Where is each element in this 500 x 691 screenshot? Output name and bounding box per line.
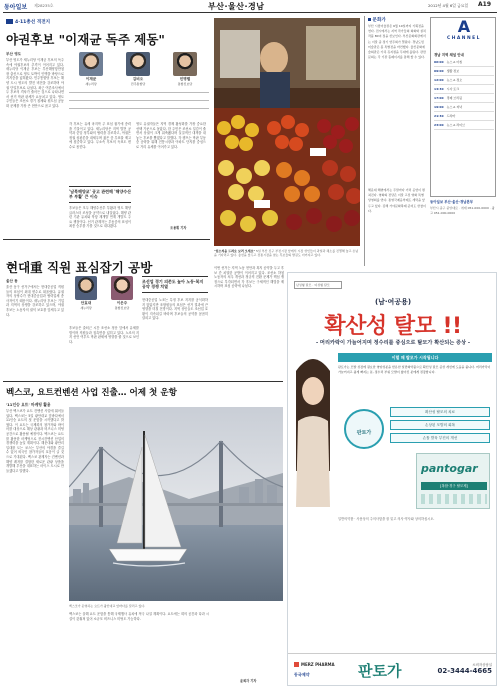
sidebar-title: 문화가 [368,17,386,23]
story2-body-col1: 울산 동구 선거구에서는 현대중공업 직원들의 표심이 최대 변수로 떠올랐다. 유권자의 상당수가 현대중공업과 협력업체 종사자이기 때문이다. 새누리당 후보는 기업과 지역의 상생을 강조하고 있으며, 야권 후보는 노동자의 권익 보호를 앞세우고 있다. [6,285,64,317]
candidate-photo [79,52,103,76]
candidate-name: 민병렬 [179,77,191,81]
product-name: pantogar [421,462,478,475]
culture-listings: 부산 시립미술관은 6월 10일까지 기획전을 연다. 전시에서는 지역 작가들의 회화와 설치 작품 80여 점을 선보인다. 부산문화회관에서는 이달 중 정기 연주회가 열린다. 경남도립미술관은 봄 특별전을 마련했다. 울산문화예술회관은 가족 뮤지컬을 무대에 올린다. 관람 문의는 각 기관 홈페이지를 통해 할 수 있다. [368,24,426,60]
candidate-photo [173,52,197,76]
election-label: 4·11총선 격전지 [6,19,50,25]
story3-reporter: 윤희각 기자 [240,679,257,683]
pantogar-ad [287,272,497,686]
story2-headline: 현대重 직원 표심잡기 공방 [6,260,153,275]
list-item: 19:00 뉴스 A 저녁 [434,103,494,112]
channel-guide-head: 경남 지역 채널 안내 [434,53,464,57]
candidate-party: 통합진보당 [177,82,193,86]
market-photo [214,18,360,246]
candidate-photo [111,276,133,300]
candidate-name: 이은주 [116,301,128,305]
bureau-contact [430,200,496,262]
pantogar-box [416,453,490,509]
candidate-name: 김비오 [132,77,144,81]
candidate-party: 민주통합당 [130,82,146,86]
ad-brand-big: 판토가 [358,662,402,680]
sidebar-divider [364,16,365,266]
candidate-party: 통합진보당 [114,306,130,310]
list-item: 09:00 생활 정보 [434,67,494,76]
list-item: 확산성 탈모의 치료 [390,407,490,417]
market-photo-image [214,18,360,246]
story1-byline: 부산 영도 [6,52,22,56]
list-item: 17:00 경제 브리핑 [434,94,494,103]
bureau-details: 부산시 중구 중앙대로 · 취재 051-000-0000 · 광고 051-000-0000 [430,206,495,216]
candidate-party: 새누리당 [80,306,92,310]
ad-feature-list [390,407,490,443]
list-item: 14:30 시사 토크 [434,85,494,94]
merz-icon [294,662,299,667]
model-photo-image [292,351,334,507]
story1-body-col1: 부산 영도가 새누리당 이재균 후보의 독주 속에 야권후보의 추격이 이어지고 있다. 새누리당 이재균 후보는 부산해양항만청장 출신으로 영도 토박이 인맥을 바탕으로 지지층을 넓혀왔다. 민주통합당 후보는 해양 도시 영도의 발전 비전을 강조하며 야권 단일후보로 나섰다. 최근 여론조사에서 두 후보의 격차가 줄어든 것으로 나타나면서 선거 막판 판세가 요동치고 있다. 영도 주민들은 조선소 경기 침체와 원도심 공동화 문제를 가장 큰 현안으로 꼽고 있다. [6,58,64,108]
story3-subhead: '11인승 요트' 마케팅 활용 [6,402,51,407]
channel-a-label: CHANNEL [447,36,481,41]
story1-body-col2: 각 후보는 유세 마지막 주 표심 잡기에 총력을 기울이고 있다. 새누리당은 지역 발전 공약과 중앙 정부와의 협력을 강조하고, 야권은 정권 심판론을 내세우며 젊은 층 투표율 제고에 집중하고 있다. 무소속 후보의 득표도 변수로 꼽힌다. [69,122,131,149]
list-item: 손상된 모발의 회복 [390,420,490,430]
channel-a-logo [431,18,497,50]
ad-body-text: 판토가는 모발 성장에 필요한 영양성분을 함유한 일반의약품으로 확산성 탈모 증상 개선에 도움을 줍니다. 머리카락이 가늘어지고 쉽게 빠지는 분, 정수리 부위 모발이 얇아진 분에게 권장합니다. [338,365,491,375]
candidate-photo [126,52,150,76]
publish-date: 2012년 4월 6일 금요일 [428,3,469,8]
list-item: 12:00 뉴스 A 정오 [434,76,494,85]
story1-headline: 야권후보 "이재균 독주 제동" [6,32,165,47]
story2-pullquote: 조선업 경기 의존도 높아 노동·복지 공약 경쟁 치열 [142,276,208,293]
channel-a-box [430,17,496,197]
ad-teal-bar: 이럴 때 탈모가 시작됩니다 [338,353,492,362]
story2-body-col4: 이번 선거는 지역 노동 현안과 복지 공약을 두고 후보 간 치열한 공방이 이어지고 있다. 조선소 하청 노동자의 처우 개선과 정규직 전환 문제가 핵심 쟁점으로 부각되면서 각 후보는 구체적인 해법을 제시하며 표심 공략에 나섰다. [214,266,284,289]
model-photo [292,351,334,507]
masthead-rule [3,12,497,13]
ad-subline: - 머리카락이 가늘어지며 정수리를 중심으로 탈모가 확산되는 증상 - [315,340,471,346]
story3-headline: 벡스코, 요트컨벤션 사업 진출… 어제 첫 운항 [6,388,177,398]
panel-divider [69,100,209,101]
section-rule [3,381,283,382]
section-title: 부산·울산·경남 [208,2,265,11]
candidate-panel [69,276,139,322]
square-bullet-icon [368,18,371,21]
story2-body-col3: 현대중공업 노조는 특정 후보 지지를 공식화하지 않았지만 조합원들의 표심은 선거 결과에 큰 영향을 미칠 전망이다. 지역 상인들도 조선업 호황이 지속되길 바라며 후보들의 공약을 꼼꼼히 살피고 있다. [142,298,208,321]
ballot-icon [6,19,13,24]
list-item: 손톱 발육 부진의 개선 [390,433,490,443]
panel-divider [69,92,209,93]
dongkook-logo: 동국제약 [294,672,310,677]
candidate-panel [69,52,209,114]
list-item: 06:00 뉴스 A 아침 [434,58,494,67]
ad-tag: 남성형 탈모 · 여성형 탈모 [294,281,342,289]
story1-reporter: 조용휘 기자 [170,226,187,230]
list-item: 21:30 드라마 [434,112,494,121]
candidate-photo [75,276,97,300]
ad-kicker: (남·여공용) [374,298,412,306]
bureau-name: 동아일보 부산·울산·경남본부 [430,200,474,204]
ad-footer [288,653,496,685]
list-item: 23:00 뉴스 A 라이브 [434,121,494,130]
story1-body-col3: 후보들은 모두 해양수산부 부활과 영도 해양클러스터 조성을 공약으로 내걸었다. 해양 관련 기관 유치와 북항 재개발 연계 개발도 주요 쟁점이다. 선거 관계자는 부동층의 표심이 최종 승부를 가를 것으로 내다봤다. [69,206,131,229]
tv-schedule-list [434,58,494,130]
panel-divider [69,108,209,109]
market-photo-caption: "임소석을 드려요 보러 오세요" 5일 부산 진구 부전시장 앞에서 시장 상인들이 과일과 채소를 진열해 놓고 손님을 기다리고 있다. 총선을 앞두고 전통시장을 찾는 후보들의 발길도 이어지고 있다. [214,249,359,258]
story1-pullquote: '남북해양교' 공고 관련해 '해양수산부 부활' 큰 이슈 [69,186,131,203]
story3-body-col1: 부산 벡스코가 요트 컨벤션 사업에 뛰어들었다. 벡스코는 5일 광안대교 앞바다에서 11인승 요트의 첫 운항을 시작했다고 밝혔다. 이 요트는 국제회의 참가자와 바이어를 대상으로 해상 관광과 비즈니스 미팅 공간으로 활용될 예정이다. 벡스코는 요트를 활용한 마케팅으로 전시컨벤션 산업의 경쟁력을 높일 계획이다. 해운대와 광안리 일대를 도는 코스는 부산의 야경을 즐길 수 있어 외국인 참가자들의 호응이 클 것으로 기대된다. 벡스코 관계자는 컨벤션과 해양 레저를 결합한 새로운 관광 상품을 개발해 부산을 대표하는 마이스 도시로 만들겠다고 말했다. [6,409,64,473]
story1-body-col4: 영도 유권자들은 지역 경제 활성화를 가장 중요한 선택 기준으로 꼽았다. 한 주민은 조선소 일감이 줄면서 상권이 크게 위축됐다며 실질적인 대책을 내놓는 후보를 뽑겠다고 말했다. 각 캠프는 막판 부동층 공략을 위해 전통시장과 아파트 단지를 중심으로 거리 유세를 이어가고 있다. [136,122,206,149]
yacht-photo [69,407,283,601]
culture-listings-more: 해운대 해변에서는 주말마다 거리 공연이 펼쳐진다. 영화의 전당은 이달 고전 영화 특별 상영회를 연다. 통영국제음악제도 개막을 앞두고 있다. 김해 가야문화축제 준비도 한창이다. [368,188,426,213]
product-stripes [421,494,487,504]
candidate-party: 새누리당 [85,82,97,86]
merz-logo: MERZ PHARMA [294,662,335,667]
ad-circle-badge: 판토가 [344,409,384,449]
ad-phone: 소비자상담실 02-3444-4665 [437,663,492,675]
newspaper-name: 동아일보 [4,4,28,11]
page-number: A19 [478,1,491,8]
story3-body-col2: 벡스코는 올해 요트 운항을 통해 국제행사 유치에 적극 나설 계획이다. 요트에는 회의 공간과 다과 시설이 갖춰져 있어 소규모 비즈니스 미팅도 가능하다. [69,612,209,621]
candidate-name: 이재균 [85,77,97,81]
product-tag: [복합·경구 탈모제] [421,482,487,490]
channel-a-letter: A [457,17,471,36]
yacht-photo-image [69,407,283,601]
ad-fine-print: 일반의약품 · 사용상의 주의사항을 잘 읽고 의사·약사와 상의하십시오. [338,517,435,521]
section-rule [3,239,210,240]
story2-body-col2: 후보들은 출퇴근 시간 조선소 정문 앞에서 유세를 벌이며 직원들과 접촉면을 넓히고 있다. 노조의 지지 선언 여부도 막판 판세에 영향을 줄 것으로 보인다. [69,326,139,344]
story2-byline: 울산 동 [6,279,18,283]
candidate-name: 안효대 [80,301,92,305]
yacht-photo-caption: 벡스코가 운영하는 요트가 광안대교 앞바다를 달리고 있다. [69,604,146,608]
issue-number: 제28235호 [34,3,54,8]
ad-headline: 확산성 탈모 !! [324,314,462,339]
